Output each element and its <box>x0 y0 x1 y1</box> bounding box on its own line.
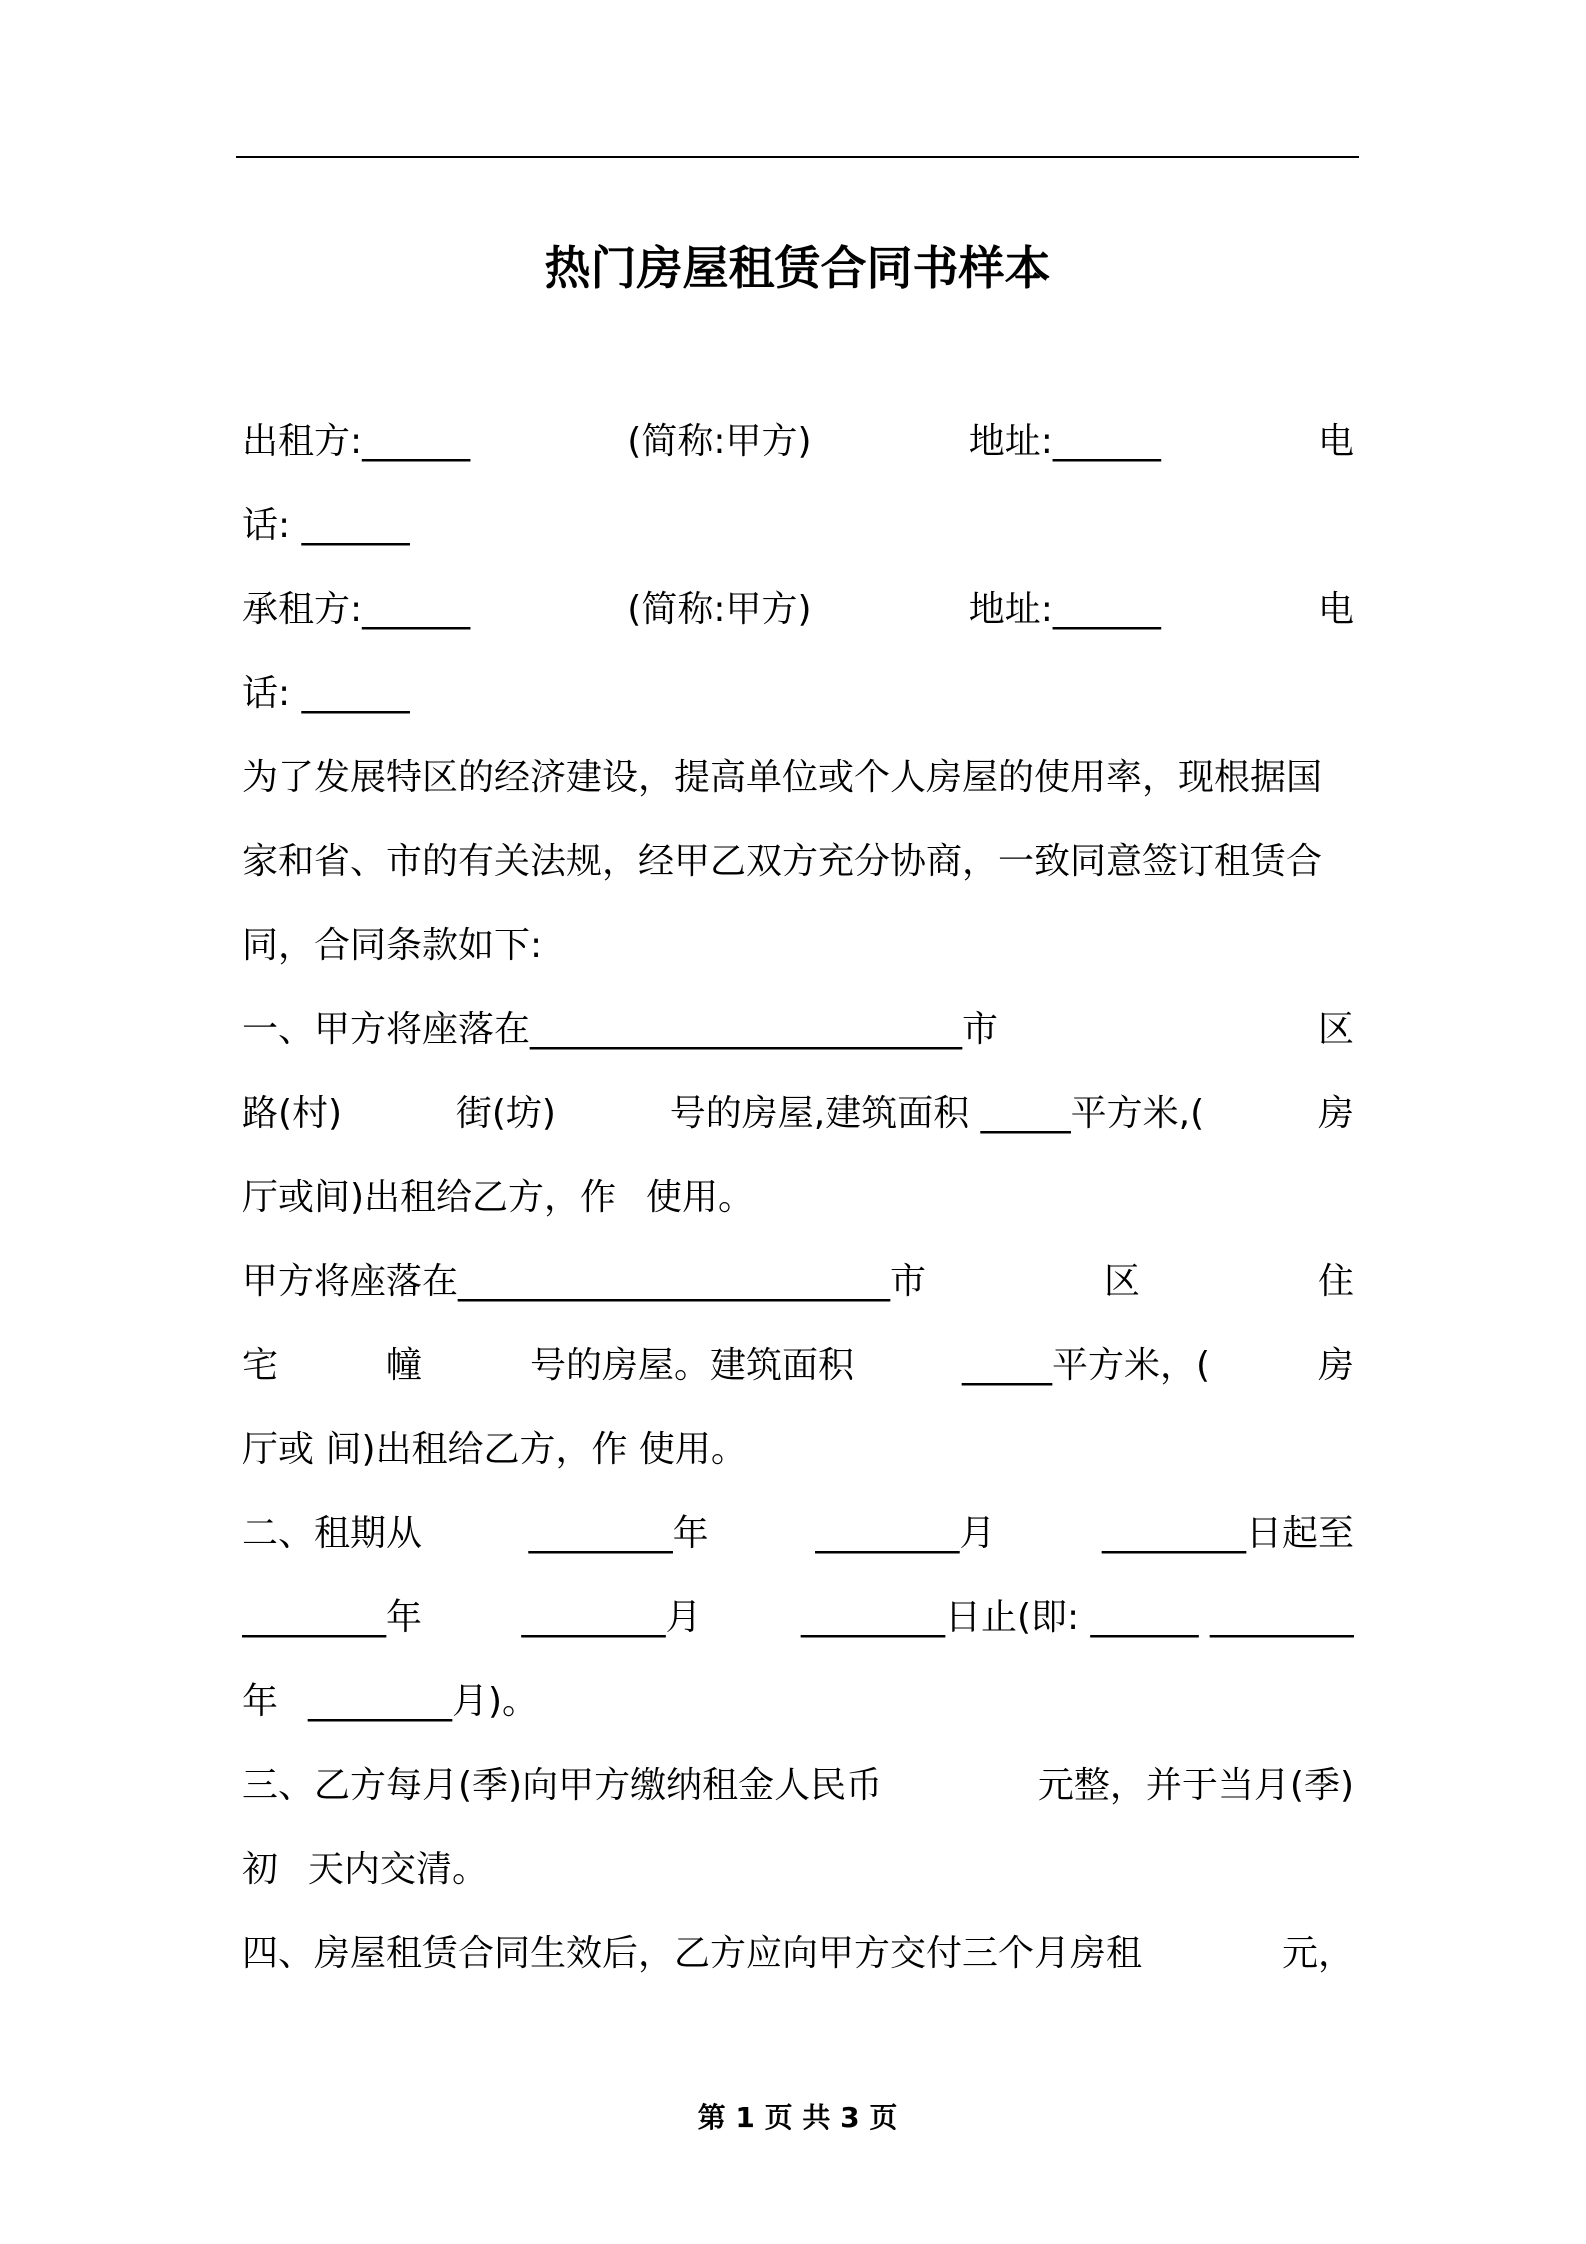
contract-text: 电 <box>1317 421 1354 462</box>
contract-text: 厅或间)出租给乙方，作 <box>242 1177 617 1218</box>
contract-line <box>242 1828 1354 1912</box>
contract-line <box>242 1156 1354 1240</box>
contract-text: 区 <box>1317 1009 1354 1050</box>
contract-text: 幢 <box>385 1345 422 1386</box>
contract-text: ________年 <box>528 1513 709 1554</box>
contract-text: 同，合同条款如下: <box>242 925 543 966</box>
contract-text: 路(村) <box>242 1093 343 1134</box>
contract-text: 话: ______ <box>242 673 410 714</box>
contract-text: 宅 <box>242 1345 279 1386</box>
contract-line <box>242 400 1354 484</box>
contract-text: 承租方:______ <box>242 589 471 630</box>
contract-text: 三、乙方每月(季)向甲方缴纳租金人民币 <box>242 1765 883 1806</box>
contract-text: 四、房屋租赁合同生效后，乙方应向甲方交付三个月房租 <box>242 1933 1143 1974</box>
contract-text: 房 <box>1317 1093 1354 1134</box>
contract-line <box>242 1744 1354 1828</box>
contract-text: 为了发展特区的经济建设，提高单位或个人房屋的使用率，现根据国 <box>242 757 1323 798</box>
contract-text: 元， <box>1281 1933 1354 1974</box>
contract-text: _____平方米，( <box>961 1345 1210 1386</box>
contract-text: ________日起至 <box>1101 1513 1354 1554</box>
contract-line <box>242 1576 1354 1660</box>
contract-text: 住 <box>1317 1261 1354 1302</box>
contract-line <box>242 736 1354 820</box>
header-rule <box>236 156 1359 158</box>
contract-text: 房 <box>1317 1345 1354 1386</box>
contract-text: 家和省、市的有关法规，经甲乙双方充分协商，一致同意签订租赁合 <box>242 841 1323 882</box>
contract-text: 厅或 间)出租给乙方，作 使用。 <box>242 1429 747 1470</box>
contract-text: ________月 <box>815 1513 996 1554</box>
contract-text: 天内交清。 <box>308 1849 489 1890</box>
contract-text: ________月 <box>521 1597 702 1638</box>
contract-text: ________月)。 <box>308 1681 539 1722</box>
contract-text: 甲方将座落在________________________市 <box>242 1261 927 1302</box>
contract-text: 二、租期从 <box>242 1513 423 1554</box>
contract-body <box>242 400 1354 1996</box>
contract-line <box>242 1660 1354 1744</box>
contract-text: 街(坊) <box>455 1093 556 1134</box>
contract-text: 使用。 <box>646 1177 755 1218</box>
contract-line <box>242 988 1354 1072</box>
contract-line <box>242 904 1354 988</box>
page-number: 第 1 页 共 3 页 <box>697 2101 898 2134</box>
contract-line <box>242 1912 1354 1996</box>
contract-line <box>242 568 1354 652</box>
contract-text: 号的房屋,建筑面积 _____平方米,( <box>669 1093 1205 1134</box>
contract-text: 一、甲方将座落在________________________市 <box>242 1009 999 1050</box>
contract-line <box>242 1240 1354 1324</box>
document-title: 热门房屋租赁合同书样本 <box>544 240 1051 295</box>
contract-text: 地址:______ <box>968 421 1161 462</box>
contract-text: ________年 <box>242 1597 423 1638</box>
contract-text: 地址:______ <box>968 589 1161 630</box>
contract-text: 号的房屋。建筑面积 <box>529 1345 854 1386</box>
contract-line <box>242 1408 1354 1492</box>
contract-text: 初 <box>242 1849 279 1890</box>
contract-text: 年 <box>242 1681 279 1722</box>
contract-text: 元整，并于当月(季) <box>1037 1765 1354 1806</box>
contract-text: ________日止(即: ______ ________ <box>800 1597 1354 1638</box>
contract-line <box>242 484 1354 568</box>
contract-line <box>242 1072 1354 1156</box>
contract-line <box>242 1324 1354 1408</box>
contract-text: (简称:甲方) <box>627 589 812 630</box>
contract-line <box>242 820 1354 904</box>
contract-text: 话: ______ <box>242 505 410 546</box>
contract-line <box>242 652 1354 736</box>
contract-text: 区 <box>1103 1261 1140 1302</box>
contract-text: 电 <box>1317 589 1354 630</box>
contract-text: (简称:甲方) <box>627 421 812 462</box>
contract-text: 出租方:______ <box>242 421 471 462</box>
contract-line <box>242 1492 1354 1576</box>
